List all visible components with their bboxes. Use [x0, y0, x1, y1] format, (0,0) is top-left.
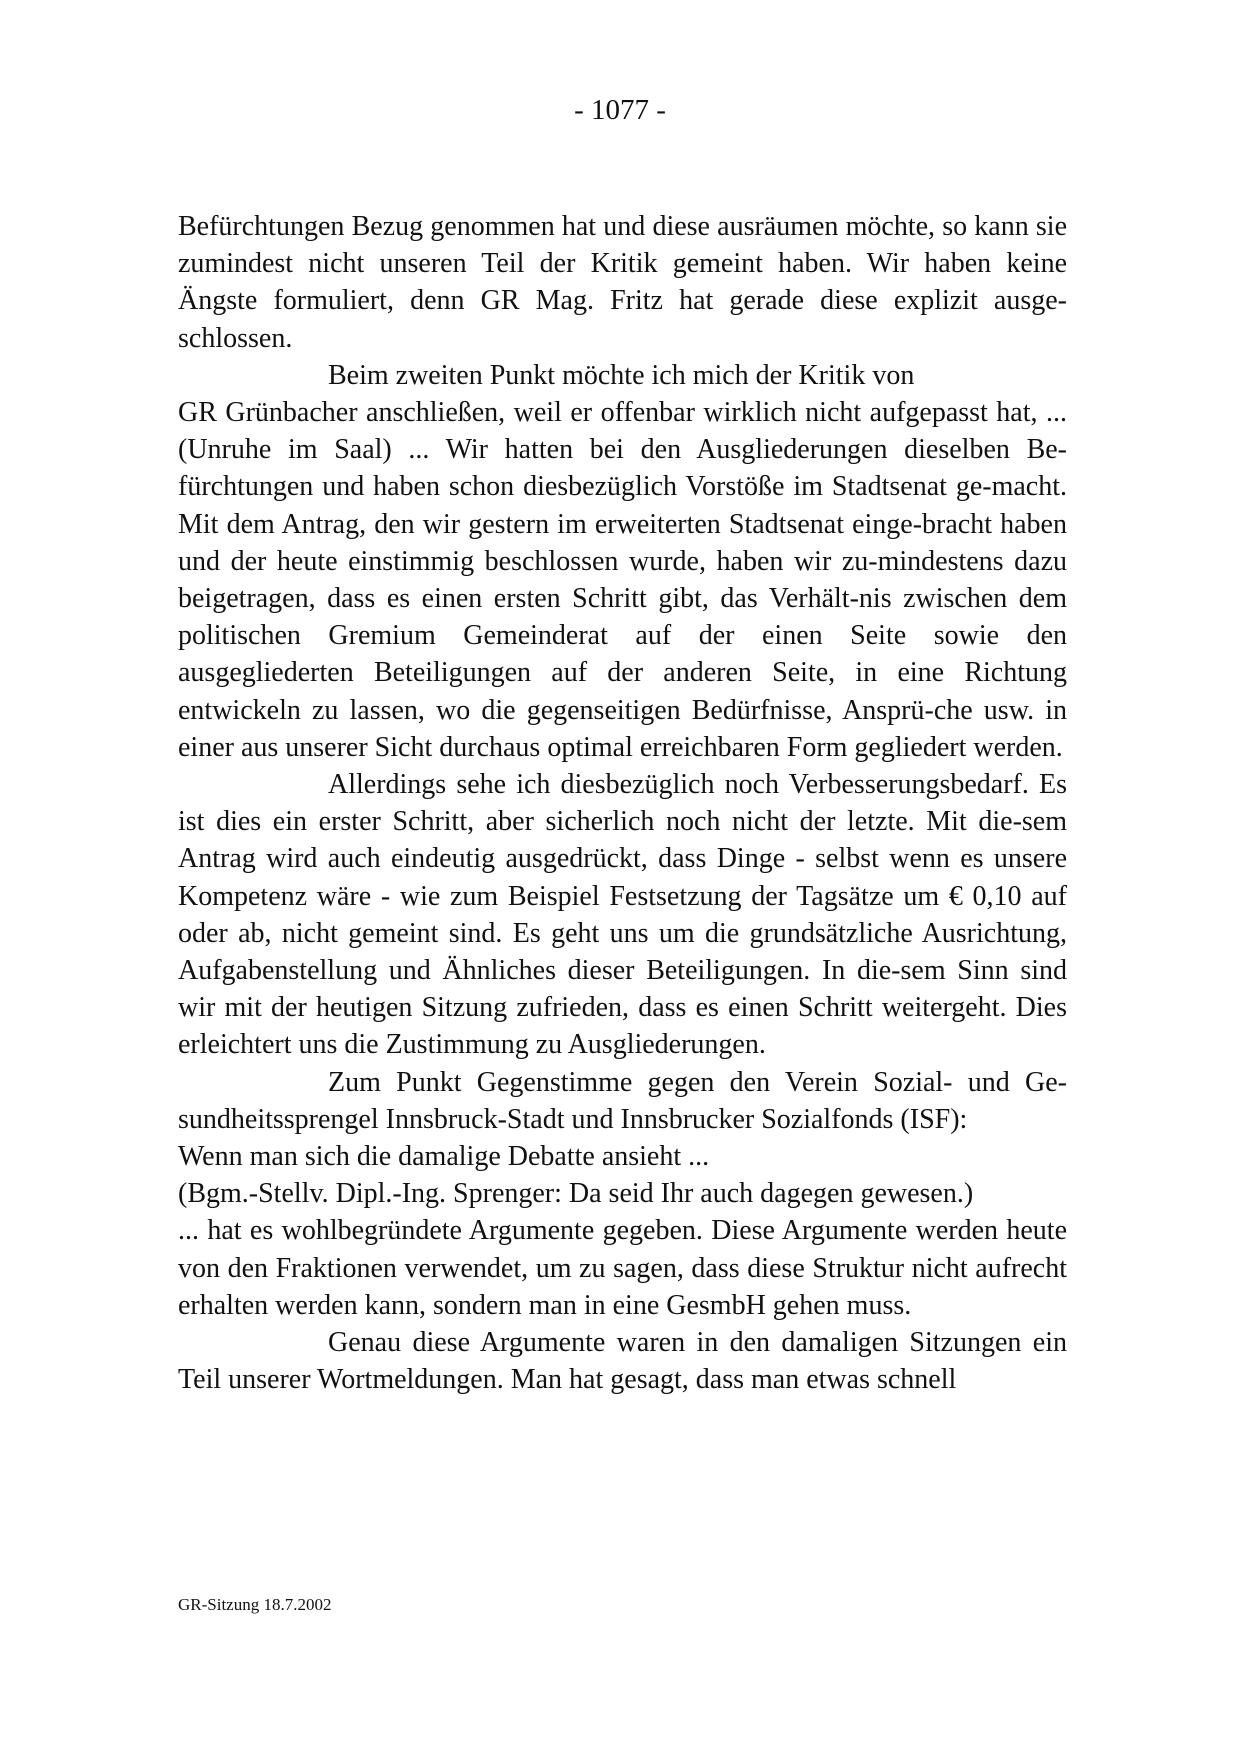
interjection: (Bgm.-Stellv. Dipl.-Ing. Sprenger: Da seid Ihr auch dagegen gewesen.)	[178, 1178, 974, 1210]
paragraph-1: Befürchtungen Bezug genommen hat und diese ausräumen möchte, so kann sie zumindest nicht unseren Teil der Kritik gemeint haben. Wir haben keine Ängste formuliert, denn GR Mag. Fritz hat gerade diese explizit ausge-schlossen.	[178, 211, 1067, 354]
paragraph-3: Allerdings sehe ich diesbezüglich noch Verbesserungsbedarf. Es ist dies ein erster Schritt, aber sicherlich noch nicht der letzte. Mit die-sem Antrag wird auch eindeutig ausgedrückt, dass Dinge - selbst wenn es unsere Kompetenz wäre - wie zum Beispiel Festsetzung der Tagsätze um € 0,10 auf oder ab, nicht gemeint sind. Es geht uns um die grundsätzliche Ausrichtung, Aufgabenstellung und Ähnliches dieser Beteiligungen. In die-sem Sinn sind wir mit der heutigen Sitzung zufrieden, dass es einen Schritt weitergeht. Dies erleichtert uns die Zustimmung zu Ausgliederungen.	[178, 769, 1067, 1061]
paragraph-6: Genau diese Argumente waren in den damaligen Sitzungen ein Teil unserer Wortmeldungen. Man hat gesagt, dass man etwas schnell	[178, 1327, 1067, 1396]
page-number: - 1077 -	[574, 94, 666, 126]
footer-session-date: GR-Sitzung 18.7.2002	[178, 1595, 332, 1614]
paragraph-2: Beim zweiten Punkt möchte ich mich der Kritik von GR Grünbacher anschließen, weil er offenbar wirklich nicht aufgepasst hat, ... (Unruhe im Saal) ... Wir hatten bei den Ausgliederungen dieselben Be-fürchtungen und haben schon diesbezüglich Vorstöße im Stadtsenat ge-macht. Mit dem Antrag, den wir gestern im erweiterten Stadtsenat einge-bracht haben und der heute einstimmig beschlossen wurde, haben wir zu-mindestens dazu beigetragen, dass es einen ersten Schritt gibt, das Verhält-nis zwischen dem politischen Gremium Gemeinderat auf der einen Seite sowie den ausgegliederten Beteiligungen auf der anderen Seite, in eine Richtung entwickeln zu lassen, wo die gegenseitigen Bedürfnisse, Ansprü-che usw. in einer aus unserer Sicht durchaus optimal erreichbaren Form gegliedert werden.	[178, 359, 1067, 763]
paragraph-5: ... hat es wohlbegründete Argumente gegeben. Diese Argumente werden heute von den Fraktionen verwendet, um zu sagen, dass diese Struktur nicht aufrecht erhalten werden kann, sondern man in eine GesmbH gehen muss.	[178, 1215, 1067, 1321]
paragraph-4: Zum Punkt Gegenstimme gegen den Verein Sozial- und Ge-sundheitssprengel Innsbruck-Stadt und Innsbrucker Sozialfonds (ISF): Wenn man sich die damalige Debatte ansieht ...	[178, 1066, 1067, 1173]
body-text	[178, 208, 1067, 1399]
